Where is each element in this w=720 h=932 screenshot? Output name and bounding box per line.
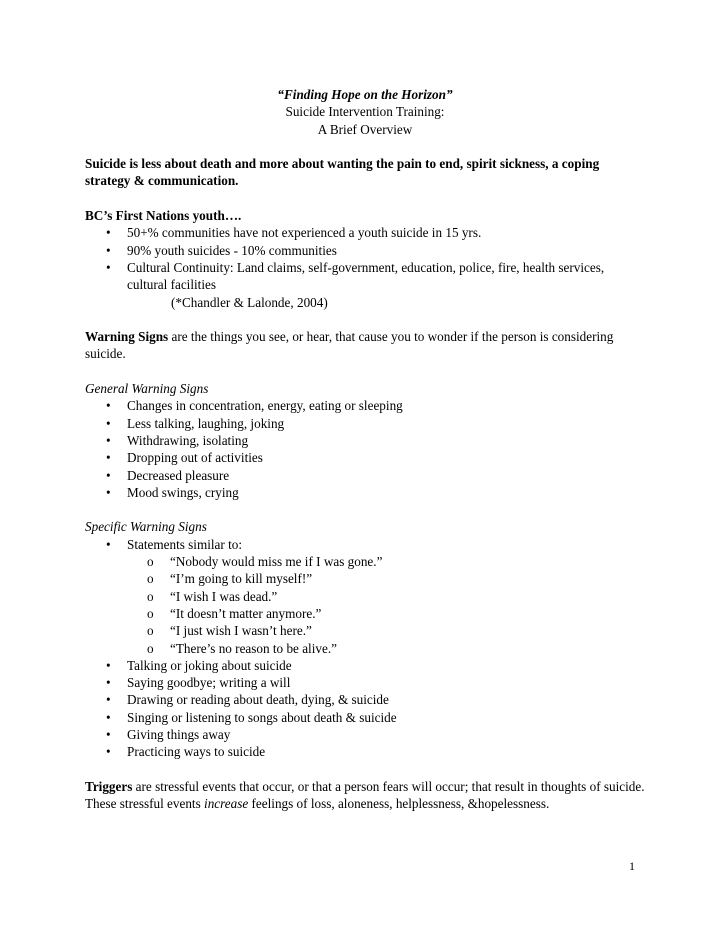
list-item: • Decreased pleasure (85, 467, 645, 484)
triggers-definition (85, 778, 645, 813)
list-item: • Mood swings, crying (85, 484, 645, 501)
youth-heading: BC’s First Nations youth…. (85, 208, 242, 224)
page-number: 1 (629, 859, 635, 873)
specific-warning-list-continued (85, 657, 645, 761)
list-item: • 90% youth suicides - 10% communities (85, 242, 645, 259)
statement-item: o “There’s no reason to be alive.” (85, 640, 645, 657)
warning-signs-definition (85, 328, 645, 363)
list-item: • 50+% communities have not experienced a youth suicide in 15 yrs. (85, 224, 645, 241)
list-item: • Dropping out of activities (85, 449, 645, 466)
statement-item: o “It doesn’t matter anymore.” (85, 605, 645, 622)
list-item: • Drawing or reading about death, dying, & suicide (85, 691, 645, 708)
document-subtitle: Suicide Intervention Training: (285, 104, 445, 120)
triggers-term: Triggers (85, 778, 133, 794)
youth-list (85, 224, 645, 293)
statement-item: o “I’m going to kill myself!” (85, 570, 645, 587)
document-title: “Finding Hope on the Horizon” (277, 87, 453, 102)
list-item: • Less talking, laughing, joking (85, 415, 645, 432)
list-item: • Giving things away (85, 726, 645, 743)
list-item: • Statements similar to: (85, 536, 645, 553)
document-page (85, 86, 645, 812)
general-warning-list (85, 397, 645, 501)
list-item: • Practicing ways to suicide (85, 743, 645, 760)
document-subtitle-2: A Brief Overview (317, 121, 413, 137)
list-item: • Changes in concentration, energy, eating or sleeping (85, 397, 645, 414)
specific-warning-list (85, 536, 645, 553)
triggers-text-2: feelings of loss, aloneness, helplessness, &hopelessness. (248, 796, 550, 812)
specific-warning-heading: Specific Warning Signs (85, 519, 207, 535)
triggers-text: are stressful events that occur, or that a person fears will occur; that result in thoughts of suicide. These stressful events (85, 778, 645, 812)
list-item: • Cultural Continuity: Land claims, self-government, education, police, fire, health services, cultural facilities (85, 259, 645, 294)
list-item: • Singing or listening to songs about death & suicide (85, 709, 645, 726)
triggers-emphasis: increase (204, 796, 249, 812)
warning-signs-term: Warning Signs (85, 329, 169, 345)
intro-statement: Suicide is less about death and more about wanting the pain to end, spirit sickness, a coping strategy & communication. (85, 156, 600, 189)
list-item: • Saying goodbye; writing a will (85, 674, 645, 691)
statement-item: o “I just wish I wasn’t here.” (85, 622, 645, 639)
list-item: • Withdrawing, isolating (85, 432, 645, 449)
statements-list (85, 553, 645, 657)
general-warning-heading: General Warning Signs (85, 381, 209, 397)
statement-item: o “I wish I was dead.” (85, 588, 645, 605)
warning-signs-text: are the things you see, or hear, that cause you to wonder if the person is considering suicide. (85, 329, 614, 362)
list-item: • Talking or joking about suicide (85, 657, 645, 674)
citation: (*Chandler & Lalonde, 2004) (171, 294, 328, 310)
statement-item: o “Nobody would miss me if I was gone.” (85, 553, 645, 570)
